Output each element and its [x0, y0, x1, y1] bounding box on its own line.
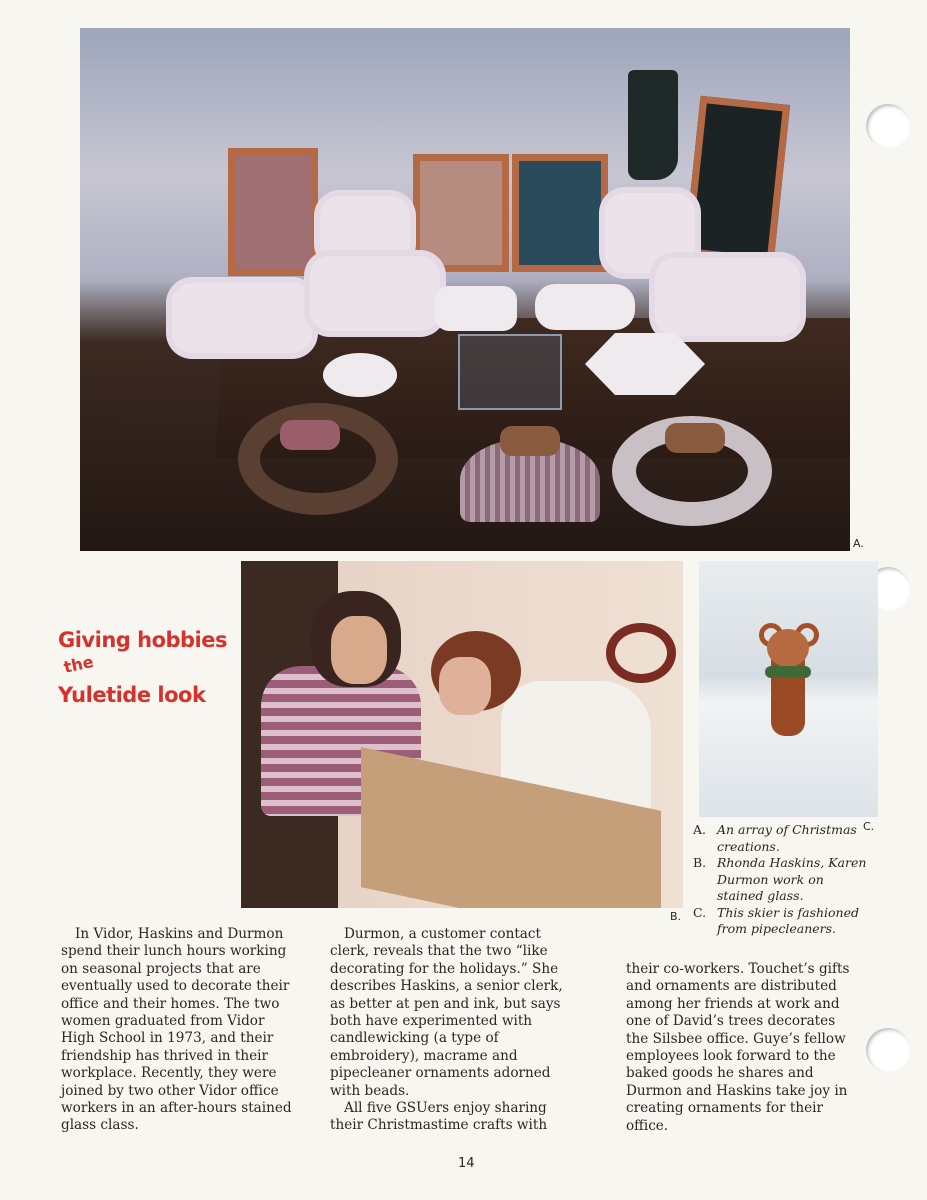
caption-c: [693, 905, 873, 938]
headline-line-1: Giving hobbies: [58, 628, 227, 652]
photo-pipecleaner-skier: [699, 561, 878, 817]
photo-label-a: A.: [853, 537, 864, 550]
binder-hole-top: [866, 104, 910, 148]
paragraph: In Vidor, Haskins and Durmon spend their lunch hours working on seasonal projects that are eventually used to decorate their office and their homes. The two women graduated from Vidor High School in 1973, and their friendship has thrived in their workplace. Recently, they were joined by two other Vidor office workers in an after-hours stained glass class.: [61, 926, 292, 1134]
bear-pillow: [320, 196, 410, 264]
framed-art-mushroom: [228, 148, 318, 276]
doily-2: [535, 284, 635, 330]
article-headline: [58, 628, 238, 707]
caption-a: [693, 822, 873, 855]
headline-line-2: the: [62, 651, 96, 677]
photo-stained-glass-work: [241, 561, 683, 908]
caption-marker: C.: [693, 904, 707, 920]
photo-label-b: B.: [670, 910, 682, 923]
stained-glass-panel-2: [512, 154, 608, 272]
christmas-stocking: [628, 70, 678, 180]
paragraph: Durmon, a customer contact clerk, reveals that the two “like decorating for the holidays.” She describes Haskins, a senior clerk, as better at pen and ink, but says both have experimented with candlewicking (a type of embroidery), macrame and pipecleaner ornaments adorned with beads.: [330, 926, 563, 1099]
skier-head: [767, 629, 809, 667]
candlewick-pillow-1: [172, 283, 312, 353]
bow-center: [500, 426, 560, 456]
paragraph: their co-workers. Touchet’s gifts and ornaments are distributed among her friends at work and one of David’s trees decorates the Silsbee office. Guye’s fellow employees look forward to the baked goods he shares and Durmon and Haskins take joy in creating ornaments for their office.: [626, 961, 850, 1134]
bow-left: [280, 420, 340, 450]
doily-1: [435, 286, 517, 331]
caption-text: This skier is fashioned from pipecleaners.: [717, 904, 860, 936]
caption-marker: A.: [693, 822, 707, 837]
woman-2-face: [439, 657, 491, 715]
candlewick-pillow-3: [655, 258, 800, 336]
caption-b: [693, 855, 873, 905]
paragraph: All five GSUers enjoy sharing their Christmastime crafts with: [330, 1100, 548, 1134]
page-number: 14: [458, 1156, 475, 1171]
photo-label-c: C.: [863, 820, 875, 833]
binder-hole-bottom: [866, 1028, 910, 1072]
photo-captions: [693, 822, 873, 938]
caption-text: An array of Christmas creations.: [717, 822, 857, 854]
framed-art-dark: [684, 96, 790, 265]
caption-marker: B.: [693, 855, 707, 870]
caption-text: Rhonda Haskins, Karen Durmon work on stained glass.: [717, 855, 867, 903]
stained-glass-panel-1: [413, 154, 509, 272]
woman-1-face: [331, 616, 387, 684]
article-column-1: [61, 926, 301, 1135]
unframed-glass-panel: [458, 334, 562, 410]
oval-doily: [323, 353, 397, 397]
skier-scarf: [765, 666, 811, 678]
bow-right: [665, 423, 725, 453]
headline-line-3: Yuletide look: [58, 683, 206, 707]
wall-wreath: [606, 623, 676, 683]
article-column-3: [626, 961, 856, 1135]
photo-christmas-crafts-display: [80, 28, 850, 551]
article-column-2: [330, 926, 580, 1135]
candlewick-pillow-2: [310, 256, 440, 331]
